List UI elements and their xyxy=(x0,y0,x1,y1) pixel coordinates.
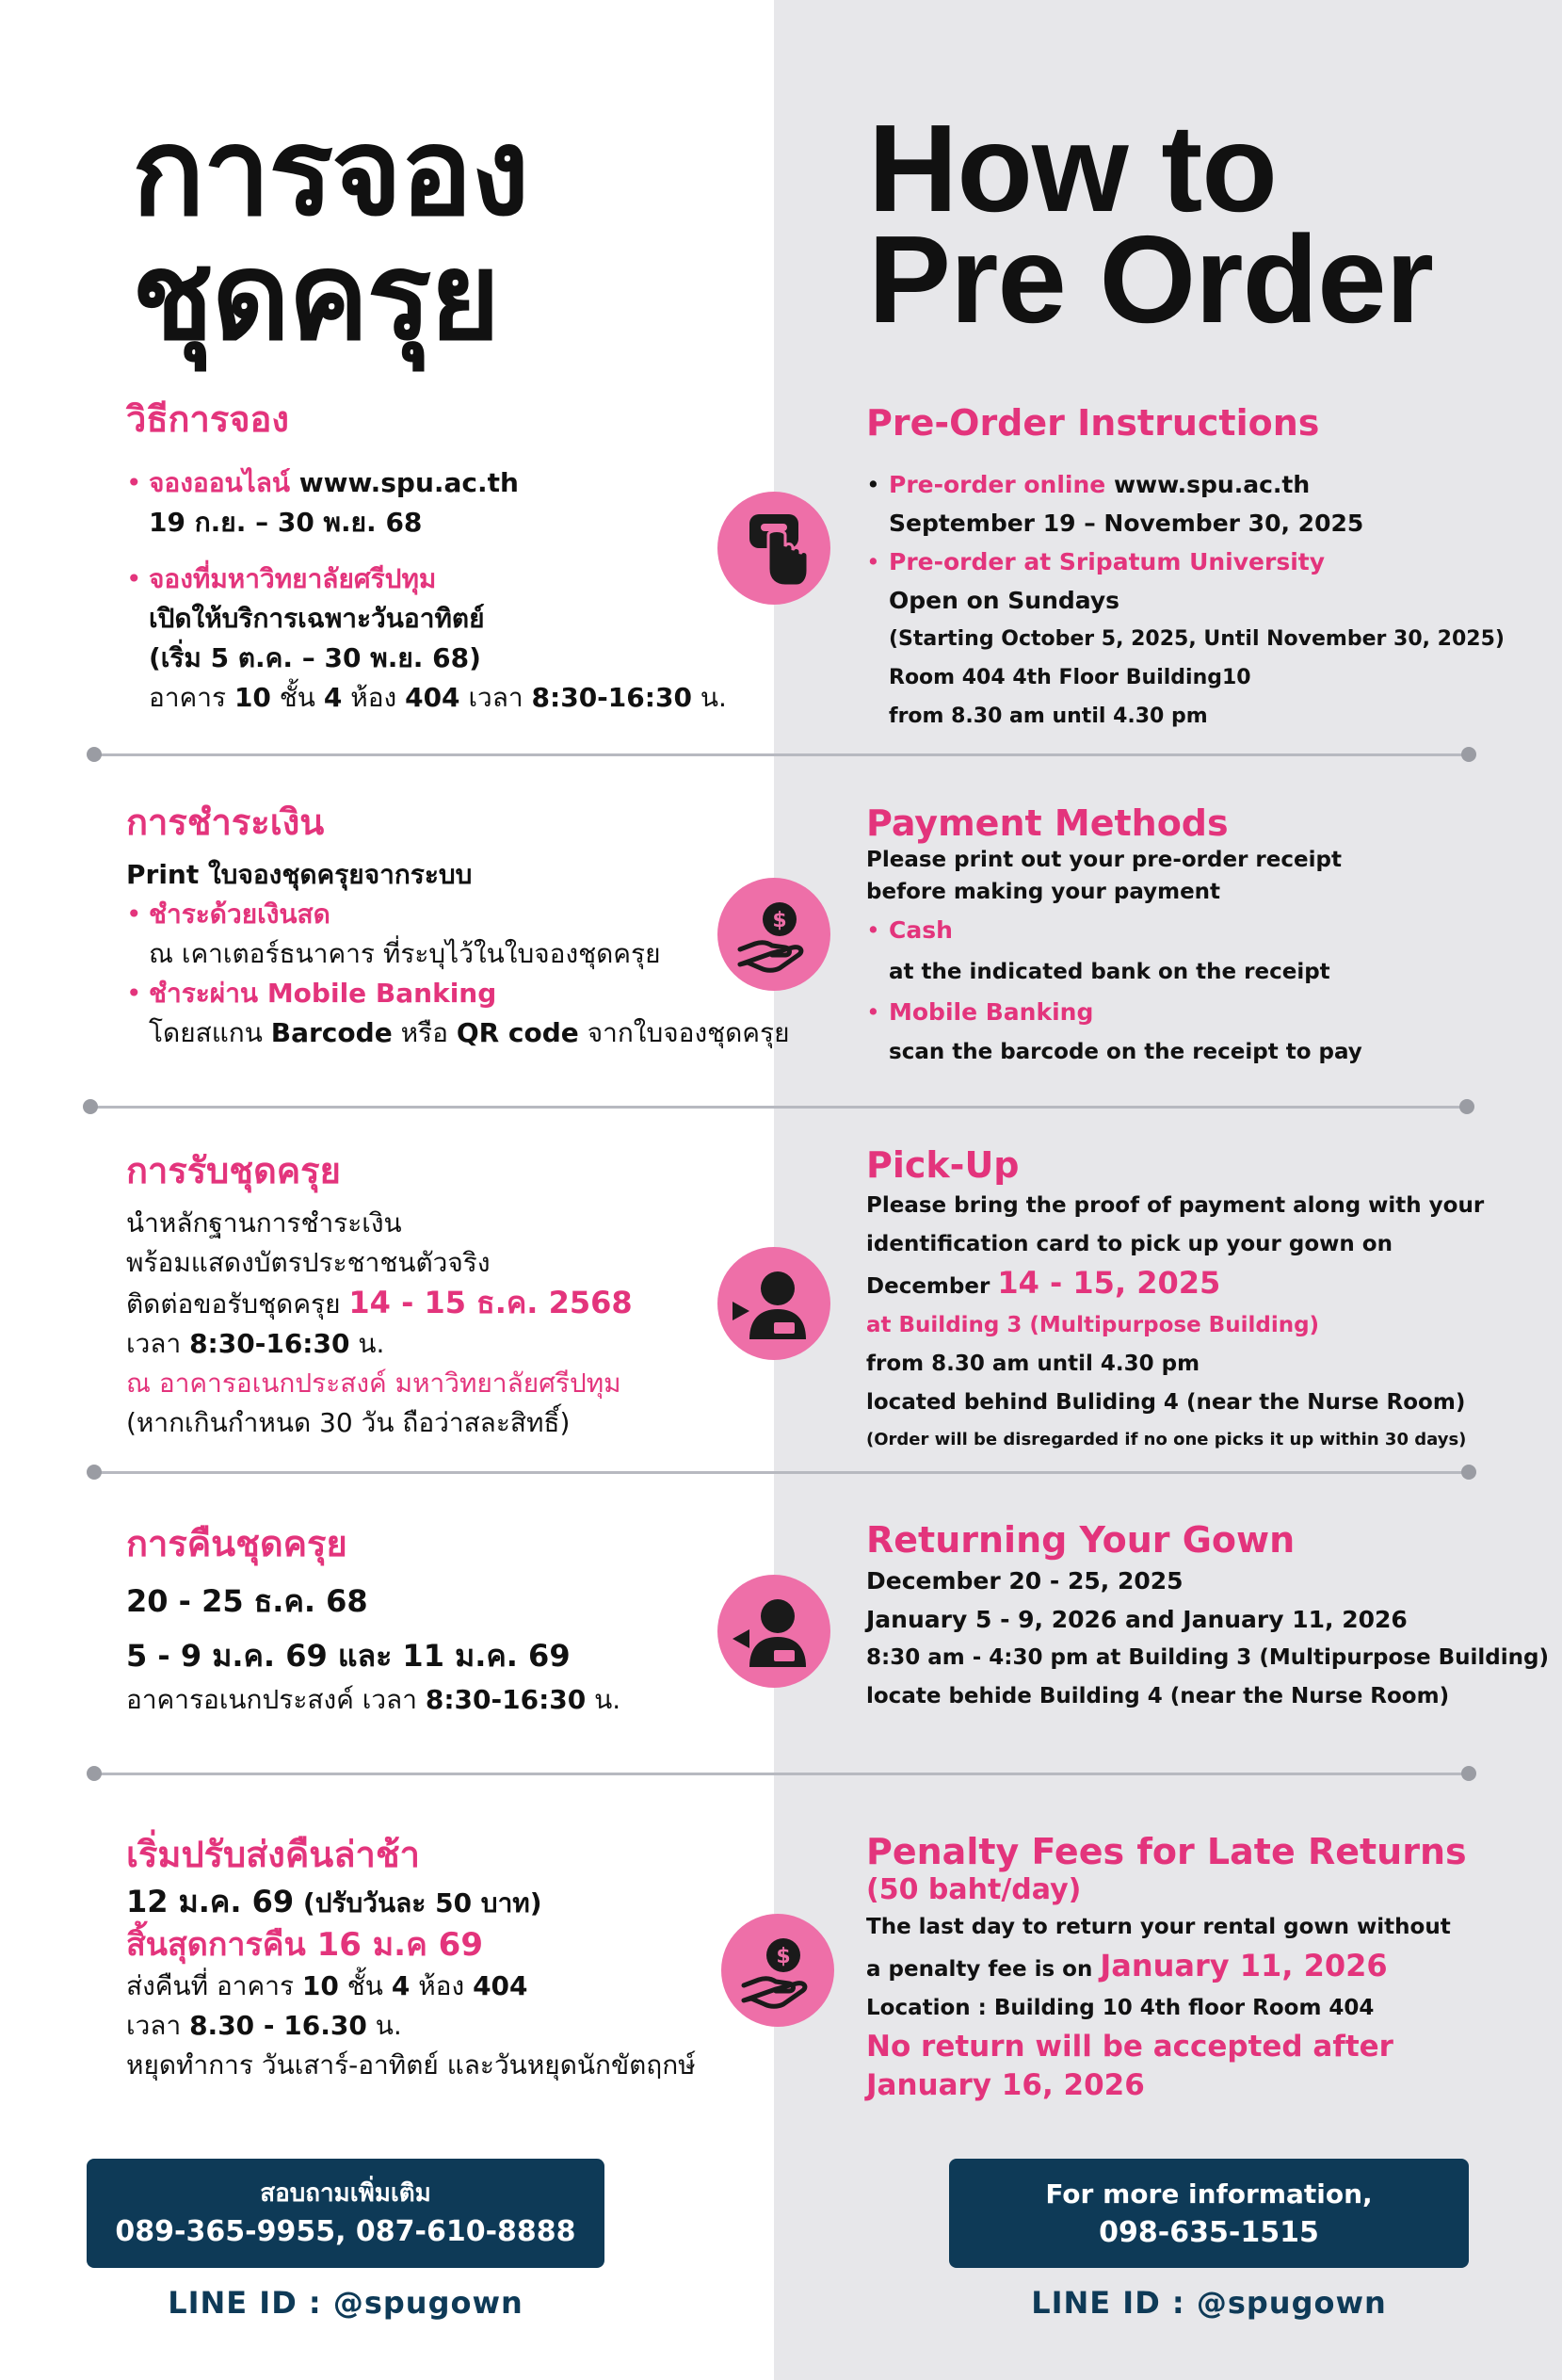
url-text: www.spu.ac.th xyxy=(1105,471,1311,498)
campus-location: อาคาร 10 ชั้น 4 ห้อง 404 เวลา 8:30-16:30 น. xyxy=(149,682,727,713)
hand-money-icon xyxy=(717,878,830,991)
contact-box-en: For more information, 098-635-1515 xyxy=(949,2159,1469,2268)
last-day-date: January 11, 2026 xyxy=(1100,1948,1388,1983)
url-text: www.spu.ac.th xyxy=(290,467,519,498)
bullet-online: • Pre-order online www.spu.ac.th xyxy=(866,471,1311,498)
return-date-1: 20 - 25 ธ.ค. 68 xyxy=(126,1583,368,1619)
pickup-location: at Building 3 (Multipurpose Building) xyxy=(866,1313,1320,1337)
bullet-on-campus: • Pre-order at Sripatum University xyxy=(866,548,1326,575)
section-return-en: Returning Your Gown December 20 - 25, 2025 January 5 - 9, 2026 and January 11, 2026 8:30 am - 4:30 pm at Building 3 (Multipurpose Building) locate behide Building 4 (near the Nurse Room) xyxy=(866,1518,1554,1716)
divider xyxy=(94,1471,1469,1474)
section-heading: เริ่มปรับส่งคืนล่าช้า xyxy=(126,1834,420,1875)
title-thai-line1: การจอง xyxy=(132,103,528,243)
bullet-cash: • ชำระด้วยเงินสด xyxy=(126,899,330,930)
final-date: January 16, 2026 xyxy=(866,2068,1145,2102)
pickup-date: 14 - 15 ธ.ค. 2568 xyxy=(348,1285,633,1320)
section-penalty-th: เริ่มปรับส่งคืนล่าช้า 12 ม.ค. 69 (ปรับวันละ 50 บาท) สิ้นสุดการคืน 16 ม.ค 69 ส่งคืนที่ อาคาร 10 ชั้น 4 ห้อง 404 เวลา 8.30 - 16.30 น. หยุดทำการ วันเสาร์-อาทิตย์ และวันหยุดนักขัตฤกษ์ xyxy=(126,1831,776,2085)
section-heading: Payment Methods xyxy=(866,802,1229,844)
title-english-line2: Pre Order xyxy=(868,210,1433,348)
svg-text:$: $ xyxy=(772,909,787,932)
title-english xyxy=(868,99,1433,348)
return-date-2: 5 - 9 ม.ค. 69 และ 11 ม.ค. 69 xyxy=(126,1638,571,1674)
bullet-cash: • Cash xyxy=(866,916,953,944)
divider-dot xyxy=(83,1099,98,1114)
penalty-rate: (50 baht/day) xyxy=(866,1873,1082,1906)
pickup-location: ณ อาคารอเนกประสงค์ มหาวิทยาลัยศรีปทุม xyxy=(126,1368,621,1399)
section-payment-en: Payment Methods Please print out your pre-order receipt before making your payment • Cash at the indicated bank on the receipt • Mobile Banking scan the barcode on the receipt to pay xyxy=(866,802,1544,1072)
bullet-on-campus: • จองที่มหาวิทยาลัยศรีปทุม xyxy=(126,563,437,594)
section-booking-th: วิธีการจอง • จองออนไลน์ www.spu.ac.th 19 ก.ย. – 30 พ.ย. 68 • จองที่มหาวิทยาลัยศรีปทุม เปิดให้บริการเฉพาะวันอาทิตย์ (เริ่ม 5 ต.ค. – 30 พ.ย. 68) อาคาร 10 ชั้น 4 ห้อง 404 เวลา 8:30-16:30 น. xyxy=(126,396,748,718)
divider-dot xyxy=(87,1465,102,1480)
section-heading: การชำระเงิน xyxy=(126,801,325,843)
bullet-mobile-banking: • Mobile Banking xyxy=(866,998,1094,1026)
section-payment-th: การชำระเงิน Print ใบจองชุดครุยจากระบบ • ชำระด้วยเงินสด ณ เคาเตอร์ธนาคาร ที่ระบุไว้ในใบจองชุดครุย • ชำระผ่าน Mobile Banking โดยสแกน Barcode หรือ QR code จากใบจองชุดครุย xyxy=(126,799,766,1053)
divider-dot xyxy=(1461,1766,1476,1781)
divider xyxy=(90,1106,1467,1109)
bullet-online: • จองออนไลน์ www.spu.ac.th xyxy=(126,467,519,498)
phone-number: 098-635-1515 xyxy=(1099,2216,1319,2249)
section-booking-en: Pre-Order Instructions • Pre-order online www.spu.ac.th September 19 – November 30, 2025 • Pre-order at Sripatum University Open on Sundays (Starting October 5, 2025, Until November 30, 2025) Room 404 4th Floor Building10 from 8.30 am until 4.30 pm xyxy=(866,399,1544,736)
section-heading: การคืนชุดครุย xyxy=(126,1523,347,1564)
hand-tap-phone-icon xyxy=(717,492,830,605)
title-thai-line2: ชุดครุย xyxy=(132,227,499,367)
pickup-date: 14 - 15, 2025 xyxy=(997,1265,1221,1301)
section-penalty-en: Penalty Fees for Late Returns (50 baht/day) The last day to return your rental gown without a penalty fee is on January 11, 2026 Location : Building 10 4th floor Room 404 No return will be accepted after January 16, 2026 xyxy=(866,1831,1554,2105)
section-pickup-th: การรับชุดครุย นำหลักฐานการชำระเงิน พร้อมแสดงบัตรประชาชนตัวจริง ติดต่อขอรับชุดครุย 14 - 15 ธ.ค. 2568 เวลา 8:30-16:30 น. ณ อาคารอเนกประสงค์ มหาวิทยาลัยศรีปทุม (หากเกินกำหนด 30 วัน ถือว่าสละสิทธิ์) xyxy=(126,1147,766,1443)
section-heading: Pre-Order Instructions xyxy=(866,402,1320,444)
section-return-th: การคืนชุดครุย 20 - 25 ธ.ค. 68 5 - 9 ม.ค. 69 และ 11 ม.ค. 69 อาคารอเนกประสงค์ เวลา 8:30-16:30 น. xyxy=(126,1520,766,1720)
divider xyxy=(94,753,1469,756)
section-heading: Pick-Up xyxy=(866,1144,1020,1186)
divider-dot xyxy=(1459,1099,1474,1114)
phone-numbers: 089-365-9955, 087-610-8888 xyxy=(115,2215,576,2248)
hand-money-icon xyxy=(721,1914,834,2027)
divider-dot xyxy=(87,747,102,762)
divider xyxy=(94,1773,1469,1775)
bullet-mobile-banking: • ชำระผ่าน Mobile Banking xyxy=(126,978,497,1009)
section-heading: Penalty Fees for Late Returns xyxy=(866,1831,1467,1872)
line-id: LINE ID : @spugown xyxy=(1031,2285,1387,2321)
section-heading: การรับชุดครุย xyxy=(126,1150,341,1191)
person-receive-icon xyxy=(717,1247,830,1360)
section-pickup-en: Pick-Up Please bring the proof of payment along with your identification card to pick up your gown on December 14 - 15, 2025 at Building 3 (Multipurpose Building) from 8.30 am until 4.30 pm located behind Buliding 4 (near the Nurse Room) (Order will be disregarded if no one picks it up within 30 days) xyxy=(866,1143,1544,1454)
divider-dot xyxy=(1461,1465,1476,1480)
booking-date: 19 ก.ย. – 30 พ.ย. 68 xyxy=(149,507,423,538)
divider-dot xyxy=(87,1766,102,1781)
section-heading: Returning Your Gown xyxy=(866,1519,1296,1561)
contact-box-th: สอบถามเพิ่มเติม 089-365-9955, 087-610-8888 xyxy=(87,2159,604,2268)
title-english-line1: How to xyxy=(868,99,1277,237)
svg-text:$: $ xyxy=(776,1945,791,1968)
divider-dot xyxy=(1461,747,1476,762)
line-id: LINE ID : @spugown xyxy=(168,2285,523,2321)
title-thai xyxy=(132,103,528,367)
section-heading: วิธีการจอง xyxy=(126,398,289,440)
person-return-icon xyxy=(717,1575,830,1688)
